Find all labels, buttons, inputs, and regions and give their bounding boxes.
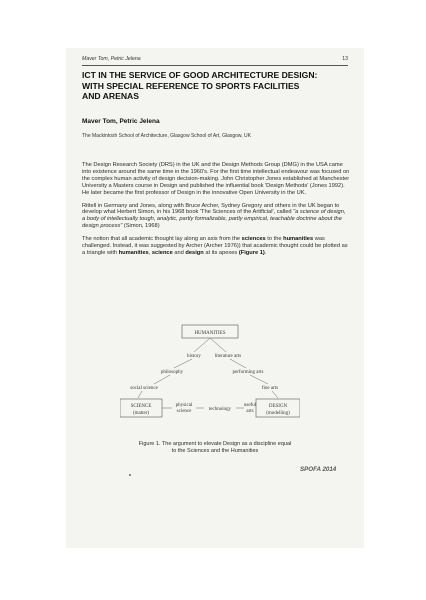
bold-term: sciences [241, 236, 266, 243]
page-number: 13 [342, 56, 348, 62]
bold-term: humanities [118, 249, 149, 256]
title-line: AND ARENAS [82, 91, 139, 102]
paper-title [82, 70, 350, 102]
performing-arts-label: performing arts [232, 370, 264, 375]
useful-arts-label-2: arts [246, 409, 254, 414]
physical-science-label: physical [175, 403, 193, 408]
philosophy-label: philosophy [160, 370, 184, 375]
edge [250, 375, 268, 384]
paragraph [82, 203, 350, 231]
figure-1-diagram [120, 322, 300, 440]
body-text [82, 162, 350, 263]
edge [174, 359, 192, 368]
figure-caption [108, 441, 322, 455]
text-run: , [148, 249, 152, 256]
affiliation: The Mackintosh School of Architecture, Glasgow School of Art, Glasgow, UK [82, 133, 251, 139]
caption-line: Figure 1. The argument to elevate Design as a discipline equal [138, 441, 292, 447]
useful-arts-label: useful [243, 403, 257, 408]
paragraph [82, 236, 350, 257]
edge [272, 391, 278, 398]
text-run: (Simon, 1968) [122, 223, 160, 230]
text-run: The notion that all academic thought lay along an axis from the [82, 236, 242, 243]
physical-science-label-2: science [176, 409, 192, 414]
text-run: and [172, 249, 186, 256]
literature-arts-label: literature arts [214, 354, 242, 359]
science-sublabel: (matter) [132, 411, 150, 416]
footer-label: SPOFA 2014 [300, 466, 337, 473]
text-run: . [264, 249, 267, 256]
edge [210, 338, 226, 352]
humanities-label: HUMANITIES [194, 331, 226, 336]
quote-italic: "a science of design, a body of intellectually tough, analytic, partly formalizable, partly empirical, teachable doctrine about the design process" [82, 209, 346, 230]
design-sublabel: (modelling) [266, 411, 290, 416]
social-science-label: social science [130, 386, 158, 391]
page-speck [129, 474, 131, 476]
text-run: Rittell in Germany and Jones, along with Bruce Archer, Sydney Gregory and others in the UK began to develop what Herbert Simon, in his 1968 book 'The Sciences of the Artificial', called [82, 202, 340, 216]
edge [194, 338, 210, 352]
history-label: history [187, 354, 201, 359]
edge [154, 375, 170, 384]
edge [230, 359, 246, 368]
bold-term: humanities [283, 236, 314, 243]
title-line: WITH SPECIAL REFERENCE TO SPORTS FACILITIES [82, 80, 300, 91]
header-rule [82, 65, 348, 66]
edge [138, 391, 142, 398]
design-label: DESIGN [268, 404, 288, 409]
paragraph: The Design Research Society (DRS) in the UK and the Design Methods Group (DMG) in the USA came into existence around the same time in the 1960's. For the first time intellectual endeavour was focused on the complex human activity of design decision-making. John Christopher Jones established at Manchester University a Masters course in Design and published the influential book 'Design Methods' (Jones 1992). He later became the first professor of Design in the innovative Open University in the UK. [82, 162, 350, 196]
caption-line: to the Sciences and the Humanities [171, 448, 259, 454]
fine-arts-label: fine arts [261, 386, 279, 391]
authors: Maver Tom, Petric Jelena [82, 118, 160, 125]
text-run: was challenged. Instead, it was suggested by Archer (Archer 1976)) that academic thought could be plotted as a triangle with [82, 236, 348, 256]
text-run: at its apexes [203, 249, 239, 256]
science-label: SCIENCE [130, 404, 152, 409]
text-run: to the [265, 236, 284, 243]
technology-label: technology [208, 407, 232, 412]
bold-term: design [185, 249, 204, 256]
title-line: ICT IN THE SERVICE OF GOOD ARCHITECTURE DESIGN: [82, 70, 318, 80]
running-header-authors: Maver Tom, Petric Jelena [82, 56, 141, 62]
running-header [82, 56, 348, 62]
bold-term: science [151, 249, 173, 256]
figure-reference: (Figure 1) [238, 249, 265, 256]
